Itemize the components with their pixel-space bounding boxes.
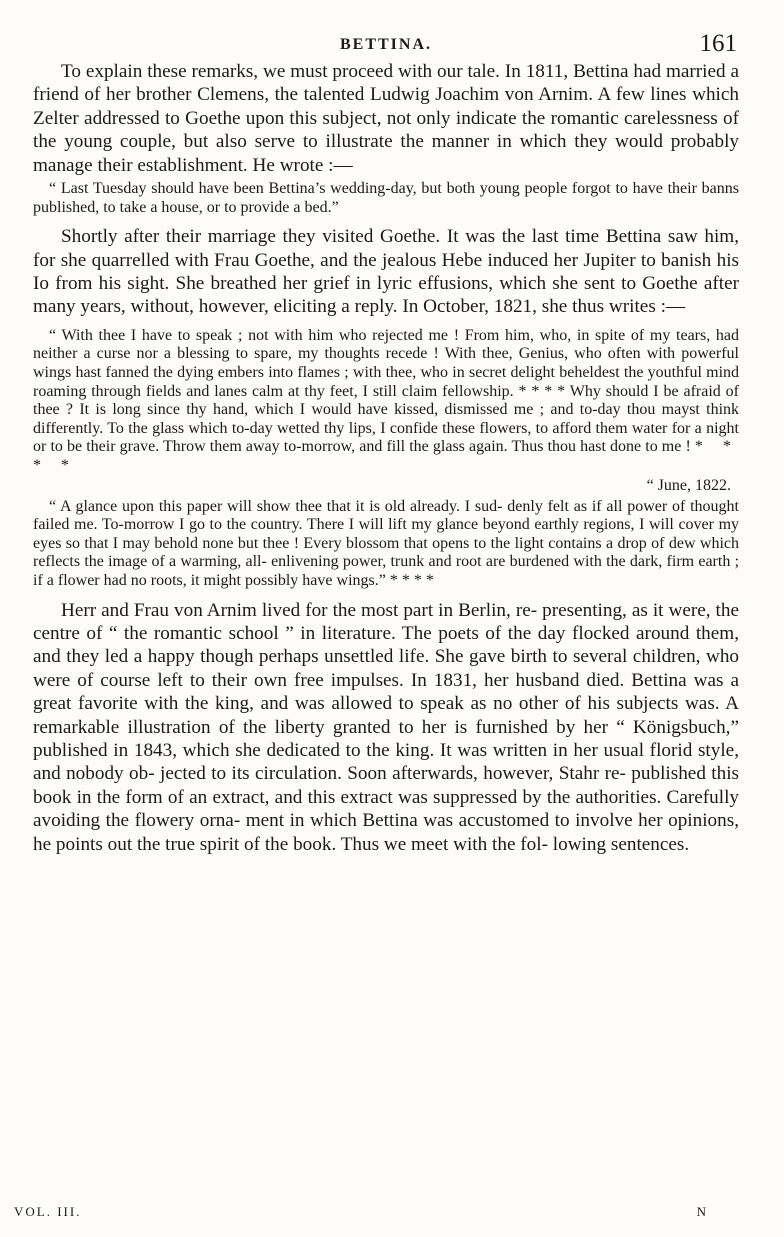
page-header bbox=[33, 30, 739, 60]
page-body bbox=[33, 60, 739, 856]
paragraph-berlin: Herr and Frau von Arnim lived for the most part in Berlin, re- presenting, as it were, the centre of “ the romantic school ” in literature. The poets of the day flocked around them, and they led a happy though perhaps unsettled life. She gave birth to several children, who were of course left to their own free impulses. In 1831, her husband died. Bettina was a great favorite with the king, and was allowed to speak as no other of his subjects was. A remarkable illustration of the liberty granted to her is furnished by her “ Königsbuch,” published in 1843, which she dedicated to the king. It was written in her usual florid style, and nobody ob- jected to its circulation. Soon afterwards, however, Stahr re- published this book in the form of an extract, and this extract was suppressed by the authorities. Carefully avoiding the flowery orna- ment in which Bettina was accustomed to involve her opinions, he points out the true spirit of the book. Thus we meet with the fol- lowing sentences. bbox=[33, 599, 740, 855]
quote-letter-1821: “ With thee I have to speak ; not with him who rejected me ! From him, who, in spite of my tears, had neither a curse nor a blessing to spare, my thoughts recede ! With thee, Genius, who often with powerful wings hast fanned the dying embers into flames ; with thee, who in secret delight beheldest the youthful mind roaming through fields and lanes calm at thy feet, I still claim fellowship. * * * * Why should I be afraid of thee ? It is long since thy hand, which I would have kissed, dismissed me ; and to-day thou mayst think differently. To the glass which to-day wetted thy lips, I confide these flowers, to afford them water for a night or to be their grave. Throw them away to-morrow, and fill the glass again. Thus thou hast done to me ! * * * * bbox=[33, 326, 740, 474]
dateline-june-1822: “ June, 1822. bbox=[646, 476, 731, 494]
running-title: BETTINA. bbox=[339, 36, 433, 53]
page-number: 161 bbox=[699, 30, 737, 57]
paragraph-intro: To explain these remarks, we must proceed with our tale. In 1811, Bettina had married a friend of her brother Clemens, the talented Ludwig Joachim von Arnim. A few lines which Zelter addressed to Goethe upon this subject, not only indicate the romantic carelessness of the young couple, but also serve to illustrate the manner in which they would probably manage their establishment. He wrote :— bbox=[33, 61, 740, 176]
page-footer bbox=[0, 1204, 784, 1224]
section-break-stars: * * * * bbox=[33, 438, 740, 474]
quote-letter-1822: “ A glance upon this paper will show thee that it is old already. I sud- denly felt as if all power of thought failed me. To-morrow I go to the country. There I will lift my glance beyond earthly regions, I will cover my eyes so that I may behold none but thee ! Every blossom that opens to the light contains a drop of dew which reflects the image of a warming, all- enlivening power, trunk and root are burdened with the dark, firm earth ; if a flower had no roots, it might possibly have wings.” * * * * bbox=[33, 497, 740, 589]
volume-mark: VOL. III. bbox=[14, 1204, 82, 1219]
quote-zelter: “ Last Tuesday should have been Bettina’s wedding-day, but both young people forgot to have their banns published, to take a house, or to provide a bed.” bbox=[33, 180, 740, 216]
signature-mark: N bbox=[696, 1204, 706, 1219]
book-page bbox=[33, 30, 739, 856]
paragraph-marriage: Shortly after their marriage they visited Goethe. It was the last time Bettina saw him, for she quarrelled with Frau Goethe, and the jealous Hebe induced her Jupiter to banish his Io from his sight. She breathed her grief in lyric effusions, which she sent to Goethe after many years, without, however, eliciting a reply. In October, 1821, she thus writes :— bbox=[33, 226, 740, 318]
